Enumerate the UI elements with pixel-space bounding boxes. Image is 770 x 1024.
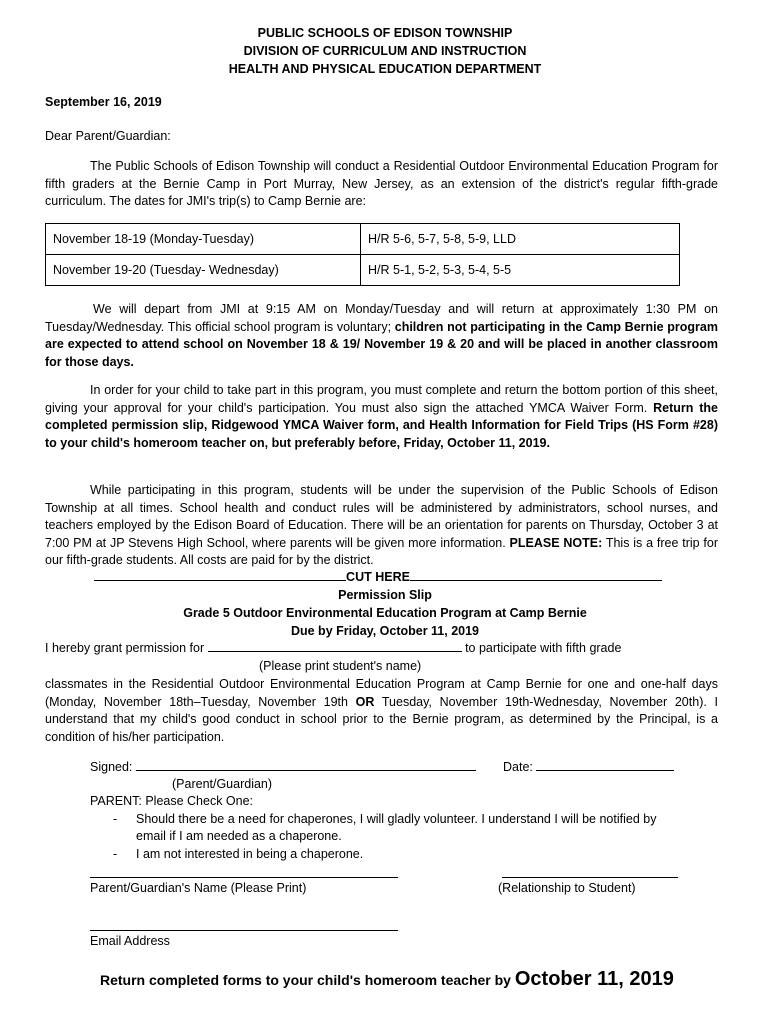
- slip-body-text-2: Tuesday, November 19th-Wednesday, November 20th). I understand that my child's good conduct in school prior to the Bernie program, as determined by the Principal, is a condition of his/her participation.: [45, 694, 718, 744]
- table-cell-dates: November 18-19 (Monday-Tuesday): [46, 224, 361, 255]
- table-row: [46, 255, 680, 286]
- please-note-text: This is a free trip for our fifth-grade students. All costs are paid for by the district.: [45, 535, 718, 568]
- slip-program: Grade 5 Outdoor Environmental Education Program at Camp Bernie: [183, 606, 587, 620]
- paragraph-instructions: [45, 382, 718, 452]
- date-label: Date:: [503, 760, 533, 774]
- cut-line-left: [94, 580, 346, 581]
- slip-body: [45, 676, 718, 746]
- guardian-name-field[interactable]: [90, 877, 398, 878]
- header-line-2: DIVISION OF CURRICULUM AND INSTRUCTION: [243, 44, 527, 58]
- trip-dates-table: [45, 223, 680, 286]
- signature-line: [90, 759, 476, 777]
- salutation: Dear Parent/Guardian:: [45, 129, 171, 143]
- cut-here-label: CUT HERE: [346, 570, 410, 584]
- letter-date: September 16, 2019: [45, 95, 162, 109]
- slip-title: Permission Slip: [338, 588, 432, 602]
- grant-suffix: to participate with fifth grade: [465, 641, 622, 655]
- paragraph-departure-bold: children not participating in the Camp Bernie program are expected to attend school on November 18 & 19/ November 19 & 20 and will be placed in another classroom for those days.: [45, 319, 718, 369]
- slip-due-date: Due by Friday, October 11, 2019: [290, 624, 480, 638]
- grant-prefix: I hereby grant permission for: [45, 641, 205, 655]
- student-name-field[interactable]: [208, 651, 462, 652]
- date-field[interactable]: [536, 770, 674, 771]
- slip-body-text-1: classmates in the Residential Outdoor Environmental Education Program at Camp Bernie for one and one-half days (Monday, November 18th–Tuesday, November 19th: [45, 677, 718, 709]
- paragraph-instructions-text: In order for your child to take part in this program, you must complete and return the bottom portion of this sheet, giving your approval for your child's participation. You must also sign the attached YMCA Waiver Form.: [45, 383, 718, 415]
- paragraph-supervision: [45, 482, 718, 570]
- please-note-label: PLEASE NOTE:: [509, 535, 603, 550]
- grant-permission-line: [45, 640, 725, 658]
- guardian-name-label: Parent/Guardian's Name (Please Print): [90, 881, 307, 895]
- table-cell-classes: H/R 5-6, 5-7, 5-8, 5-9, LLD: [361, 224, 680, 255]
- paragraph-departure: [45, 301, 718, 371]
- cut-here-divider: [90, 569, 666, 587]
- table-cell-dates: November 19-20 (Tuesday- Wednesday): [46, 255, 361, 286]
- bullet-dash: -: [113, 847, 118, 861]
- header-line-1: PUBLIC SCHOOLS OF EDISON TOWNSHIP: [257, 26, 513, 40]
- table-cell-classes: H/R 5-1, 5-2, 5-3, 5-4, 5-5: [361, 255, 680, 286]
- email-field[interactable]: [90, 930, 398, 931]
- print-name-caption: (Please print student's name): [259, 659, 422, 673]
- signature-field[interactable]: [136, 770, 476, 771]
- footer-date: October 11, 2019: [514, 968, 674, 990]
- parent-guardian-caption: (Parent/Guardian): [172, 777, 273, 791]
- cut-line-right: [410, 580, 662, 581]
- table-row: [46, 224, 680, 255]
- paragraph-supervision-text: While participating in this program, students will be under the supervision of the Public Schools of Edison Township at all times. School health and conduct rules will be administered by administrators, school nurses, and teachers employed by the Edison Board of Education. There will be an orientation for parents on Thursday, October 3 at 7:00 PM at JP Stevens High School, where parents will be given more information.: [45, 483, 718, 550]
- footer-return-notice: [100, 968, 740, 991]
- slip-body-or: OR: [355, 694, 375, 709]
- email-label: Email Address: [90, 934, 170, 948]
- header-line-3: HEALTH AND PHYSICAL EDUCATION DEPARTMENT: [228, 62, 542, 76]
- chaperone-option-volunteer[interactable]: Should there be a need for chaperones, I will gladly volunteer. I understand I will be notified by: [136, 812, 657, 826]
- footer-text: Return completed forms to your child's homeroom teacher by: [100, 972, 515, 988]
- paragraph-intro: The Public Schools of Edison Township will conduct a Residential Outdoor Environmental Education Program for fifth graders at the Bernie Camp in Port Murray, New Jersey, as an extension of the district's regular fifth-grade curriculum. The dates for JMI's trip(s) to Camp Bernie are:: [45, 159, 718, 209]
- relationship-label: (Relationship to Student): [498, 881, 636, 895]
- date-line: [503, 759, 674, 777]
- paragraph-departure-text: We will depart from JMI at 9:15 AM on Monday/Tuesday and will return at approximately 1:30 PM on Tuesday/Wednesday. This official school program is voluntary;: [45, 302, 718, 334]
- chaperone-option-volunteer-cont: email if I am needed as a chaperone.: [136, 829, 342, 843]
- relationship-field[interactable]: [502, 877, 678, 878]
- bullet-dash: -: [113, 812, 118, 826]
- check-one-label: PARENT: Please Check One:: [90, 794, 254, 808]
- signed-label: Signed:: [90, 760, 133, 774]
- chaperone-option-decline[interactable]: I am not interested in being a chaperone.: [136, 847, 364, 861]
- paragraph-instructions-bold: Return the completed permission slip, Ridgewood YMCA Waiver form, and Health Information for Field Trips (HS Form #28) to your child's homeroom teacher on, but preferably before, Friday, October 11, 2019.: [45, 400, 719, 450]
